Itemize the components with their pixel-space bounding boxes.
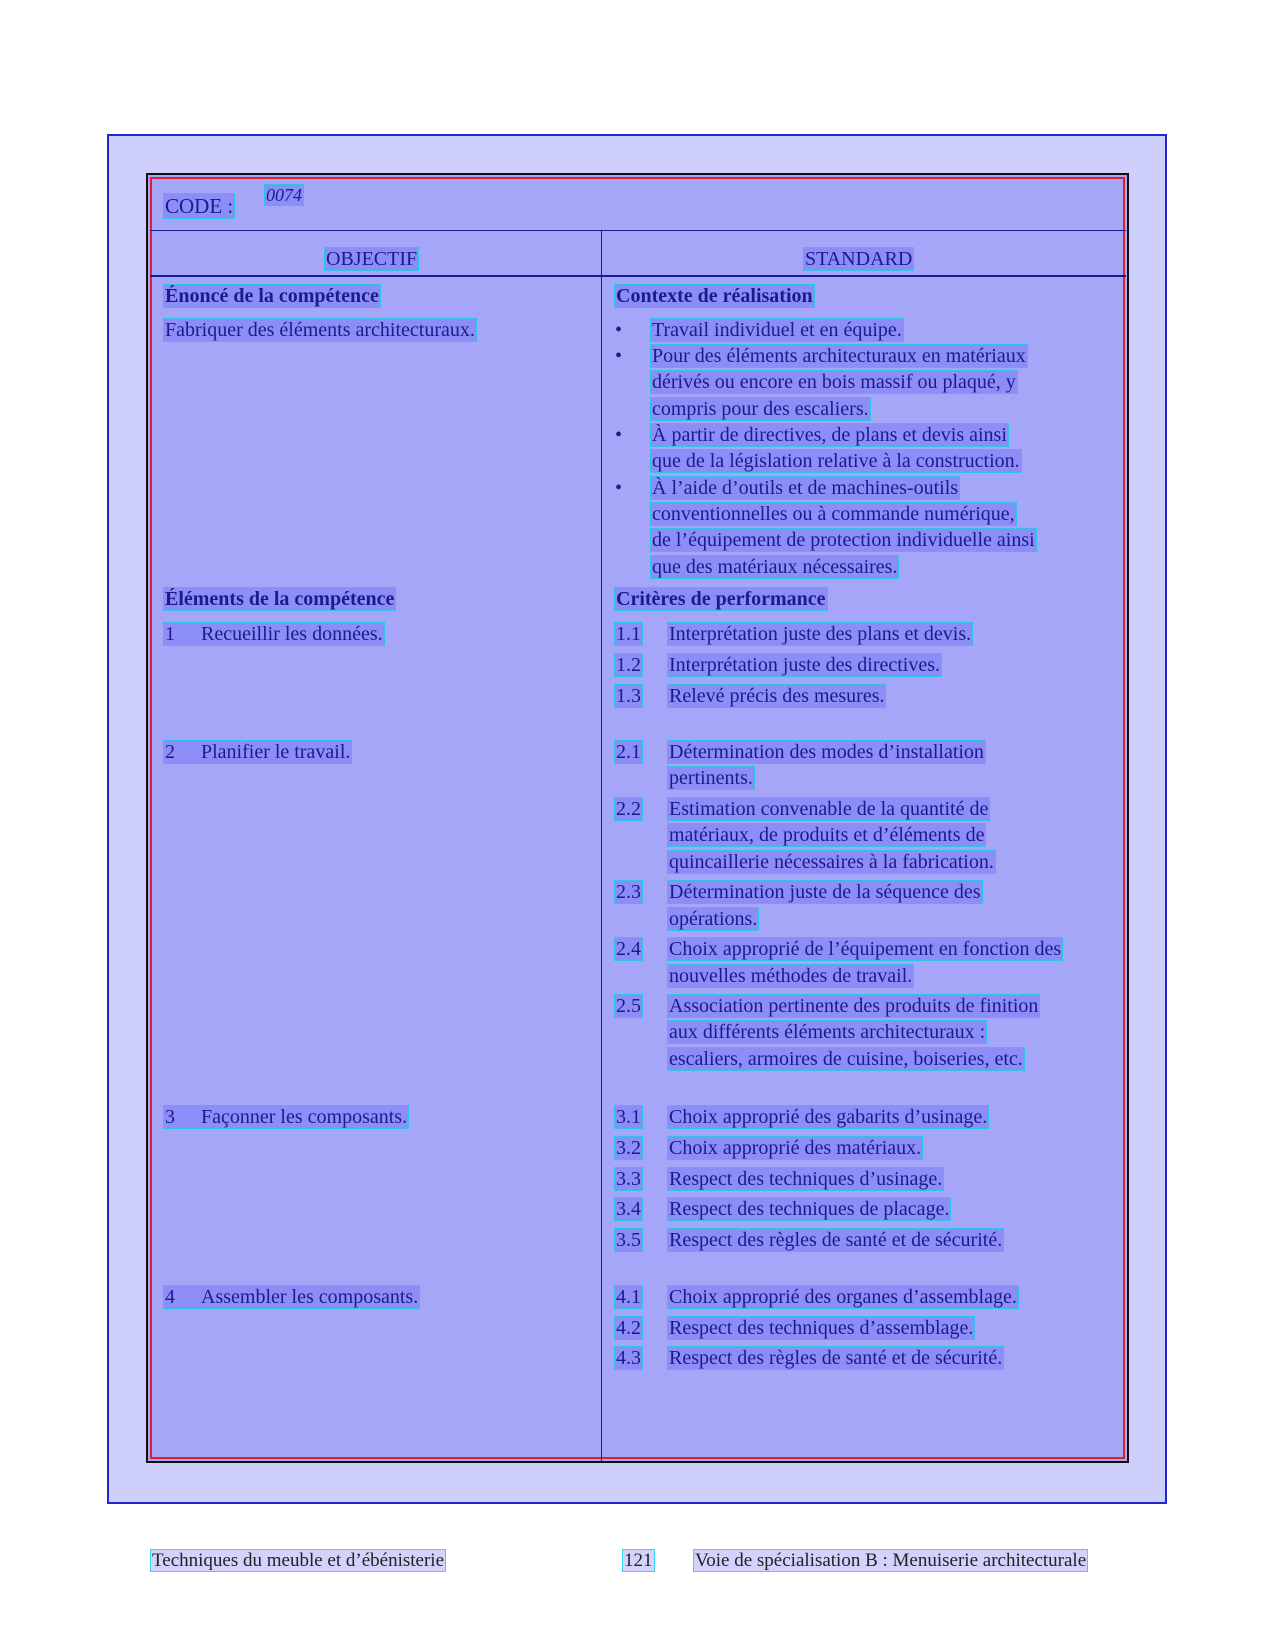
critere-num: 4.2 — [616, 1317, 641, 1339]
critere-text: Respect des règles de santé et de sécurité. — [669, 1229, 1003, 1251]
header-top-rule — [150, 230, 1126, 231]
critere-num: 2.4 — [616, 938, 641, 960]
column-divider — [601, 231, 602, 1461]
element-item-1: 1 Recueillir les données. — [165, 623, 383, 645]
critere-text: Respect des techniques de placage. — [669, 1198, 950, 1220]
contexte-line: dérivés ou encore en bois massif ou plaqué, y — [652, 371, 1016, 393]
critere-text: Choix approprié des matériaux. — [669, 1137, 922, 1159]
elements-title: Éléments de la compétence — [165, 588, 395, 610]
enonce-title: Énoncé de la compétence — [165, 285, 379, 307]
critere-num: 3.4 — [616, 1198, 641, 1220]
contexte-line: À l’aide d’outils et de machines-outils — [652, 477, 959, 499]
critere-num: 2.2 — [616, 798, 641, 820]
critere-text: Choix approprié de l’équipement en fonction des — [669, 938, 1062, 960]
critere-text: Respect des règles de santé et de sécurité. — [669, 1347, 1003, 1369]
code-label: CODE : — [165, 194, 234, 218]
critere-text: Interprétation juste des directives. — [669, 654, 941, 676]
critere-text: opérations. — [669, 908, 758, 930]
critere-num: 1.1 — [616, 623, 641, 645]
enonce-text: Fabriquer des éléments architecturaux. — [165, 319, 475, 341]
critere-text: Détermination des modes d’installation — [669, 741, 984, 763]
critere-num: 3.1 — [616, 1106, 641, 1128]
critere-text: nouvelles méthodes de travail. — [669, 965, 913, 987]
element-item-4: 4 Assembler les composants. — [165, 1286, 419, 1308]
element-item-2: 2 Planifier le travail. — [165, 741, 351, 763]
contexte-line: Travail individuel et en équipe. — [652, 319, 902, 341]
contexte-line: compris pour des escaliers. — [652, 398, 869, 420]
criteres-title: Critères de performance — [616, 588, 826, 610]
critere-text: Choix approprié des gabarits d’usinage. — [669, 1106, 988, 1128]
footer-right: Voie de spécialisation B : Menuiserie architecturale — [695, 1550, 1087, 1571]
critere-text: Respect des techniques d’usinage. — [669, 1168, 943, 1190]
critere-num: 2.3 — [616, 881, 641, 903]
header-bottom-rule — [150, 275, 1126, 277]
contexte-line: que des matériaux nécessaires. — [652, 556, 898, 578]
critere-text: aux différents éléments architecturaux : — [669, 1021, 986, 1043]
critere-text: escaliers, armoires de cuisine, boiseries, etc. — [669, 1048, 1023, 1070]
critere-num: 3.2 — [616, 1137, 641, 1159]
contexte-line: de l’équipement de protection individuelle ainsi — [652, 529, 1035, 551]
standard-header: STANDARD — [805, 248, 913, 270]
contexte-bullet-2: • — [615, 345, 623, 367]
critere-text: matériaux, de produits et d’éléments de — [669, 824, 985, 846]
footer-page-number: 121 — [624, 1550, 653, 1571]
critere-text: Détermination juste de la séquence des — [669, 881, 981, 903]
critere-text: Choix approprié des organes d’assemblage. — [669, 1286, 1017, 1308]
contexte-line: que de la législation relative à la construction. — [652, 450, 1020, 472]
contexte-line: conventionnelles ou à commande numérique, — [652, 503, 1015, 525]
critere-text: quincaillerie nécessaires à la fabrication. — [669, 851, 994, 873]
objectif-header: OBJECTIF — [326, 248, 418, 270]
contexte-line: Pour des éléments architecturaux en matériaux — [652, 345, 1026, 367]
critere-num: 1.3 — [616, 685, 641, 707]
critere-text: Relevé précis des mesures. — [669, 685, 885, 707]
critere-num: 2.5 — [616, 995, 641, 1017]
critere-num: 3.5 — [616, 1229, 641, 1251]
critere-text: Interprétation juste des plans et devis. — [669, 623, 972, 645]
element-item-3: 3 Façonner les composants. — [165, 1106, 408, 1128]
code-value: 0074 — [266, 185, 302, 205]
critere-text: pertinents. — [669, 767, 753, 789]
critere-num: 4.1 — [616, 1286, 641, 1308]
critere-num: 2.1 — [616, 741, 641, 763]
critere-text: Estimation convenable de la quantité de — [669, 798, 989, 820]
critere-num: 1.2 — [616, 654, 641, 676]
contexte-line: À partir de directives, de plans et devis ainsi — [652, 424, 1007, 446]
critere-num: 3.3 — [616, 1168, 641, 1190]
contexte-title: Contexte de réalisation — [616, 285, 813, 307]
critere-text: Association pertinente des produits de finition — [669, 995, 1039, 1017]
contexte-bullet-4: • — [615, 477, 623, 499]
critere-num: 4.3 — [616, 1347, 641, 1369]
critere-text: Respect des techniques d’assemblage. — [669, 1317, 974, 1339]
contexte-bullet-1: • — [615, 319, 623, 341]
contexte-bullet-3: • — [615, 424, 623, 446]
footer-left: Techniques du meuble et d’ébénisterie — [152, 1550, 445, 1571]
